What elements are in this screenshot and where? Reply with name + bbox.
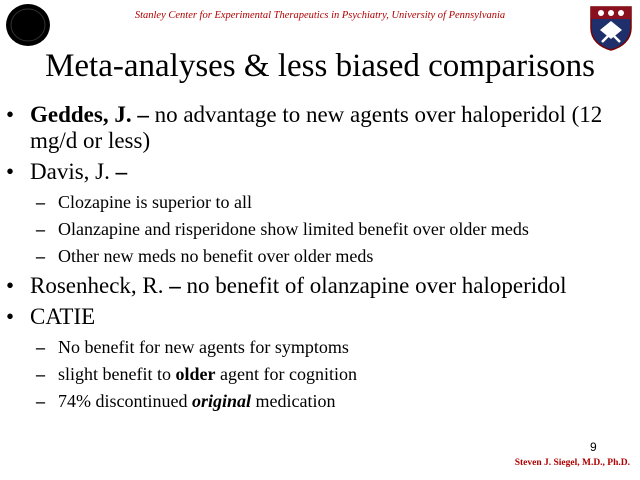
bullet-dot-icon: • bbox=[6, 273, 15, 298]
slide-body bbox=[6, 102, 636, 418]
penn-seal-logo-icon bbox=[4, 2, 52, 48]
dash-icon: – bbox=[36, 364, 45, 384]
sub-bullet-text: medication bbox=[255, 391, 336, 411]
dash-icon: – bbox=[36, 337, 45, 357]
header-institution: Stanley Center for Experimental Therapeutics in Psychiatry, University of Pennsylvania bbox=[134, 10, 506, 21]
slide-title: Meta-analyses & less biased comparisons bbox=[45, 48, 595, 84]
sub-bullet-text: Other new meds no benefit over older meds bbox=[58, 246, 374, 266]
sub-bullet bbox=[6, 363, 636, 385]
sub-bullet-text: slight benefit to bbox=[58, 364, 171, 384]
sub-bullet-text: No benefit for new agents for symptoms bbox=[58, 337, 349, 357]
sub-bullet-emphasis: older bbox=[175, 364, 216, 384]
author-geddes: Geddes, J. bbox=[30, 102, 132, 127]
sub-bullet-text: Olanzapine and risperidone show limited benefit over older meds bbox=[58, 219, 529, 239]
davis-sub-list bbox=[6, 191, 636, 267]
bullet-catie-text: CATIE bbox=[30, 304, 96, 329]
dash-icon: – bbox=[36, 246, 45, 266]
sub-bullet bbox=[6, 245, 636, 267]
bullet-geddes bbox=[6, 102, 636, 154]
catie-sub-list bbox=[6, 336, 636, 412]
sub-bullet-emphasis: original bbox=[191, 391, 252, 411]
bullet-dot-icon: • bbox=[6, 102, 15, 127]
sub-bullet-text: Clozapine is superior to all bbox=[58, 192, 252, 212]
penn-shield-logo-icon bbox=[588, 4, 634, 52]
bullet-davis bbox=[6, 159, 636, 185]
author-davis: Davis, J. bbox=[30, 159, 110, 184]
author-rosenheck: Rosenheck, R. bbox=[30, 273, 164, 298]
bullet-rosenheck-text: no benefit of olanzapine over haloperidol bbox=[186, 273, 567, 298]
bullet-catie bbox=[6, 304, 636, 330]
bullet-geddes-text: no advantage to new agents over haloperidol (12 mg/d or less) bbox=[30, 102, 603, 153]
bullet-dot-icon: • bbox=[6, 159, 15, 184]
sub-bullet bbox=[6, 390, 636, 412]
author-dash: – bbox=[169, 273, 181, 298]
dash-icon: – bbox=[36, 391, 45, 411]
sub-bullet bbox=[6, 218, 636, 240]
slide-number: 9 bbox=[590, 440, 597, 454]
sub-bullet-text: agent for cognition bbox=[219, 364, 357, 384]
sub-bullet bbox=[6, 191, 636, 213]
author-dash: – bbox=[115, 159, 128, 184]
sub-bullet bbox=[6, 336, 636, 358]
bullet-dot-icon: • bbox=[6, 304, 15, 329]
dash-icon: – bbox=[36, 219, 45, 239]
author-dash: – bbox=[137, 102, 149, 127]
footer-author: Steven J. Siegel, M.D., Ph.D. bbox=[514, 458, 630, 468]
sub-bullet-text: 74% discontinued bbox=[58, 391, 188, 411]
dash-icon: – bbox=[36, 192, 45, 212]
bullet-rosenheck bbox=[6, 273, 636, 299]
